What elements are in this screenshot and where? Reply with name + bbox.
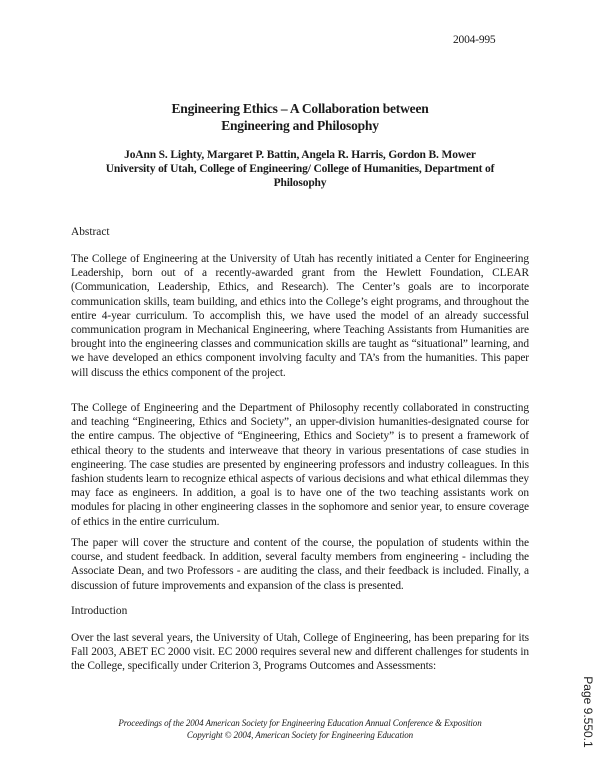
footer-copyright-line: Copyright © 2004, American Society for Engineering Education [186,729,414,740]
paper-title [0,100,600,134]
footer-proceedings-line: Proceedings of the 2004 American Society for Engineering Education Annual Conference & Exposition [118,718,482,728]
introduction-paragraph-1: Over the last several years, the University of Utah, College of Engineering, has been preparing for its Fall 2003, ABET EC 2000 visit. EC 2000 requires several new and different challenges for students in the College, specifically under Criterion 3, Programs Outcomes and Assessments: [71,632,529,673]
abstract-heading: Abstract [71,226,110,238]
affiliation: University of Utah, College of Engineering/ College of Humanities, Department of Philosophy [105,163,495,189]
author-list: JoAnn S. Lighty, Margaret P. Battin, Angela R. Harris, Gordon B. Mower [124,149,476,161]
title-line-1: Engineering Ethics – A Collaboration between [171,101,429,116]
page-number-stamp: Page 9.550.1 [581,676,595,748]
introduction-heading: Introduction [71,605,128,617]
abstract-paragraph-3: The paper will cover the structure and content of the course, the population of students within the course, and student feedback. In addition, several faculty members from engineering - including the Associate Dean, and two Professors - are auditing the class, and their feedback is included. Finally, a discussion of future improvements and expansion of the class is presented. [71,537,529,592]
title-line-2: Engineering and Philosophy [221,118,379,133]
paper-id: 2004-995 [453,34,496,46]
proceedings-footer [0,718,600,741]
abstract-paragraph-1: The College of Engineering at the University of Utah has recently initiated a Center for Engineering Leadership, born out of a recently-awarded grant from the Hewlett Foundation, CLEAR (Communication, Leadership, Ethics, and Research). The Center’s goals are to incorporate communication skills, team building, and ethics into the College’s eight programs, and throughout the entire 4-year curriculum. To accomplish this, we have used the model of an already successful communication program in Mechanical Engineering, where Teaching Assistants from Humanities are brought into the engineering classes and communication skills are taught as “situational” learning, and we have developed an ethics component involving faculty and TA’s from the humanities. This paper will discuss the ethics component of the project. [71,253,529,379]
abstract-paragraph-2: The College of Engineering and the Department of Philosophy recently collaborated in constructing and teaching “Engineering, Ethics and Society”, an upper-division humanities-designated course for the entire campus. The objective of “Engineering, Ethics and Society” is to present a framework of ethical theory to the students and interweave that theory in various presentations of case studies in engineering. The case studies are presented by engineering professors and industry colleagues. In this fashion students learn to recognize ethical aspects of various decisions and what ethical dilemmas they may face as engineers. In addition, a goal is to have one of the two teaching assistants work on modules for placing in other engineering classes in the sophomore and senior year, to ensure coverage of ethics in the entire curriculum. [71,402,529,528]
